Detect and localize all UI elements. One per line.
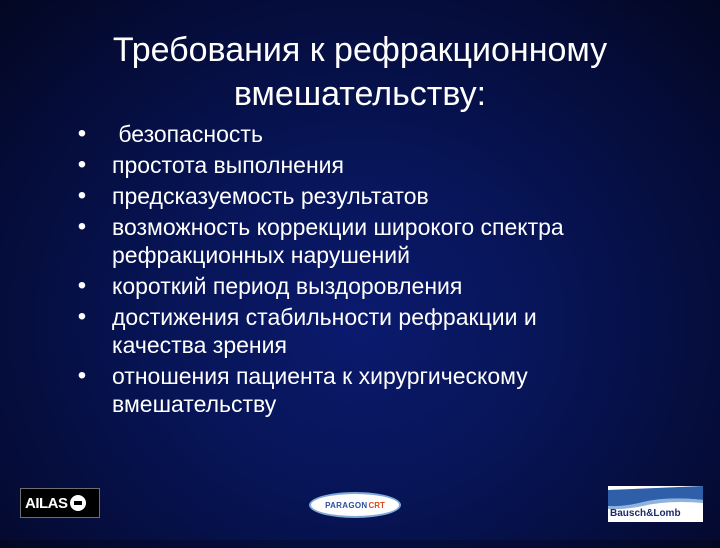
list-item-text: предсказуемость результатов	[112, 183, 429, 209]
requirements-list	[74, 120, 694, 421]
ailas-logo-text: AILAS	[25, 494, 68, 512]
list-item	[74, 272, 694, 300]
list-item	[74, 303, 694, 359]
bullet-icon: •	[77, 182, 87, 209]
bullet-icon: •	[77, 303, 87, 330]
list-item-text-continued: рефракционных нарушений	[112, 242, 410, 268]
footer-logos	[0, 488, 720, 548]
list-item	[74, 213, 694, 269]
bullet-icon: •	[77, 151, 87, 178]
bausch-lomb-logo-text: Bausch&Lomb	[610, 508, 681, 519]
title-line-1: Требования к рефракционному	[112, 31, 608, 69]
bullet-icon: •	[77, 120, 87, 147]
list-item	[74, 151, 694, 179]
bausch-lomb-logo	[608, 486, 703, 522]
bullet-icon: •	[77, 362, 87, 389]
list-item	[74, 182, 694, 210]
list-item-text: короткий период выздоровления	[112, 273, 463, 299]
list-item-text: достижения стабильности рефракции и	[112, 304, 537, 330]
list-item-text: безопасность	[112, 121, 263, 147]
bullet-icon: •	[77, 272, 87, 299]
bullet-icon: •	[77, 213, 87, 240]
crt-logo-text: CRT	[368, 500, 385, 510]
list-item-text-continued: вмешательству	[112, 391, 277, 417]
list-item	[74, 120, 694, 148]
ailas-ring-icon	[70, 495, 86, 511]
list-item-text-continued: качества зрения	[112, 332, 287, 358]
ailas-logo	[20, 488, 100, 518]
paragon-logo-text: PARAGON	[325, 500, 368, 510]
list-item-text: возможность коррекции широкого спектра	[112, 214, 564, 240]
title-line-2: вмешательству:	[233, 75, 487, 113]
paragon-crt-logo	[309, 492, 401, 518]
list-item-text: отношения пациента к хирургическому	[112, 363, 528, 389]
list-item-text: простота выполнения	[112, 152, 344, 178]
list-item	[74, 362, 694, 418]
slide-title	[40, 28, 680, 116]
